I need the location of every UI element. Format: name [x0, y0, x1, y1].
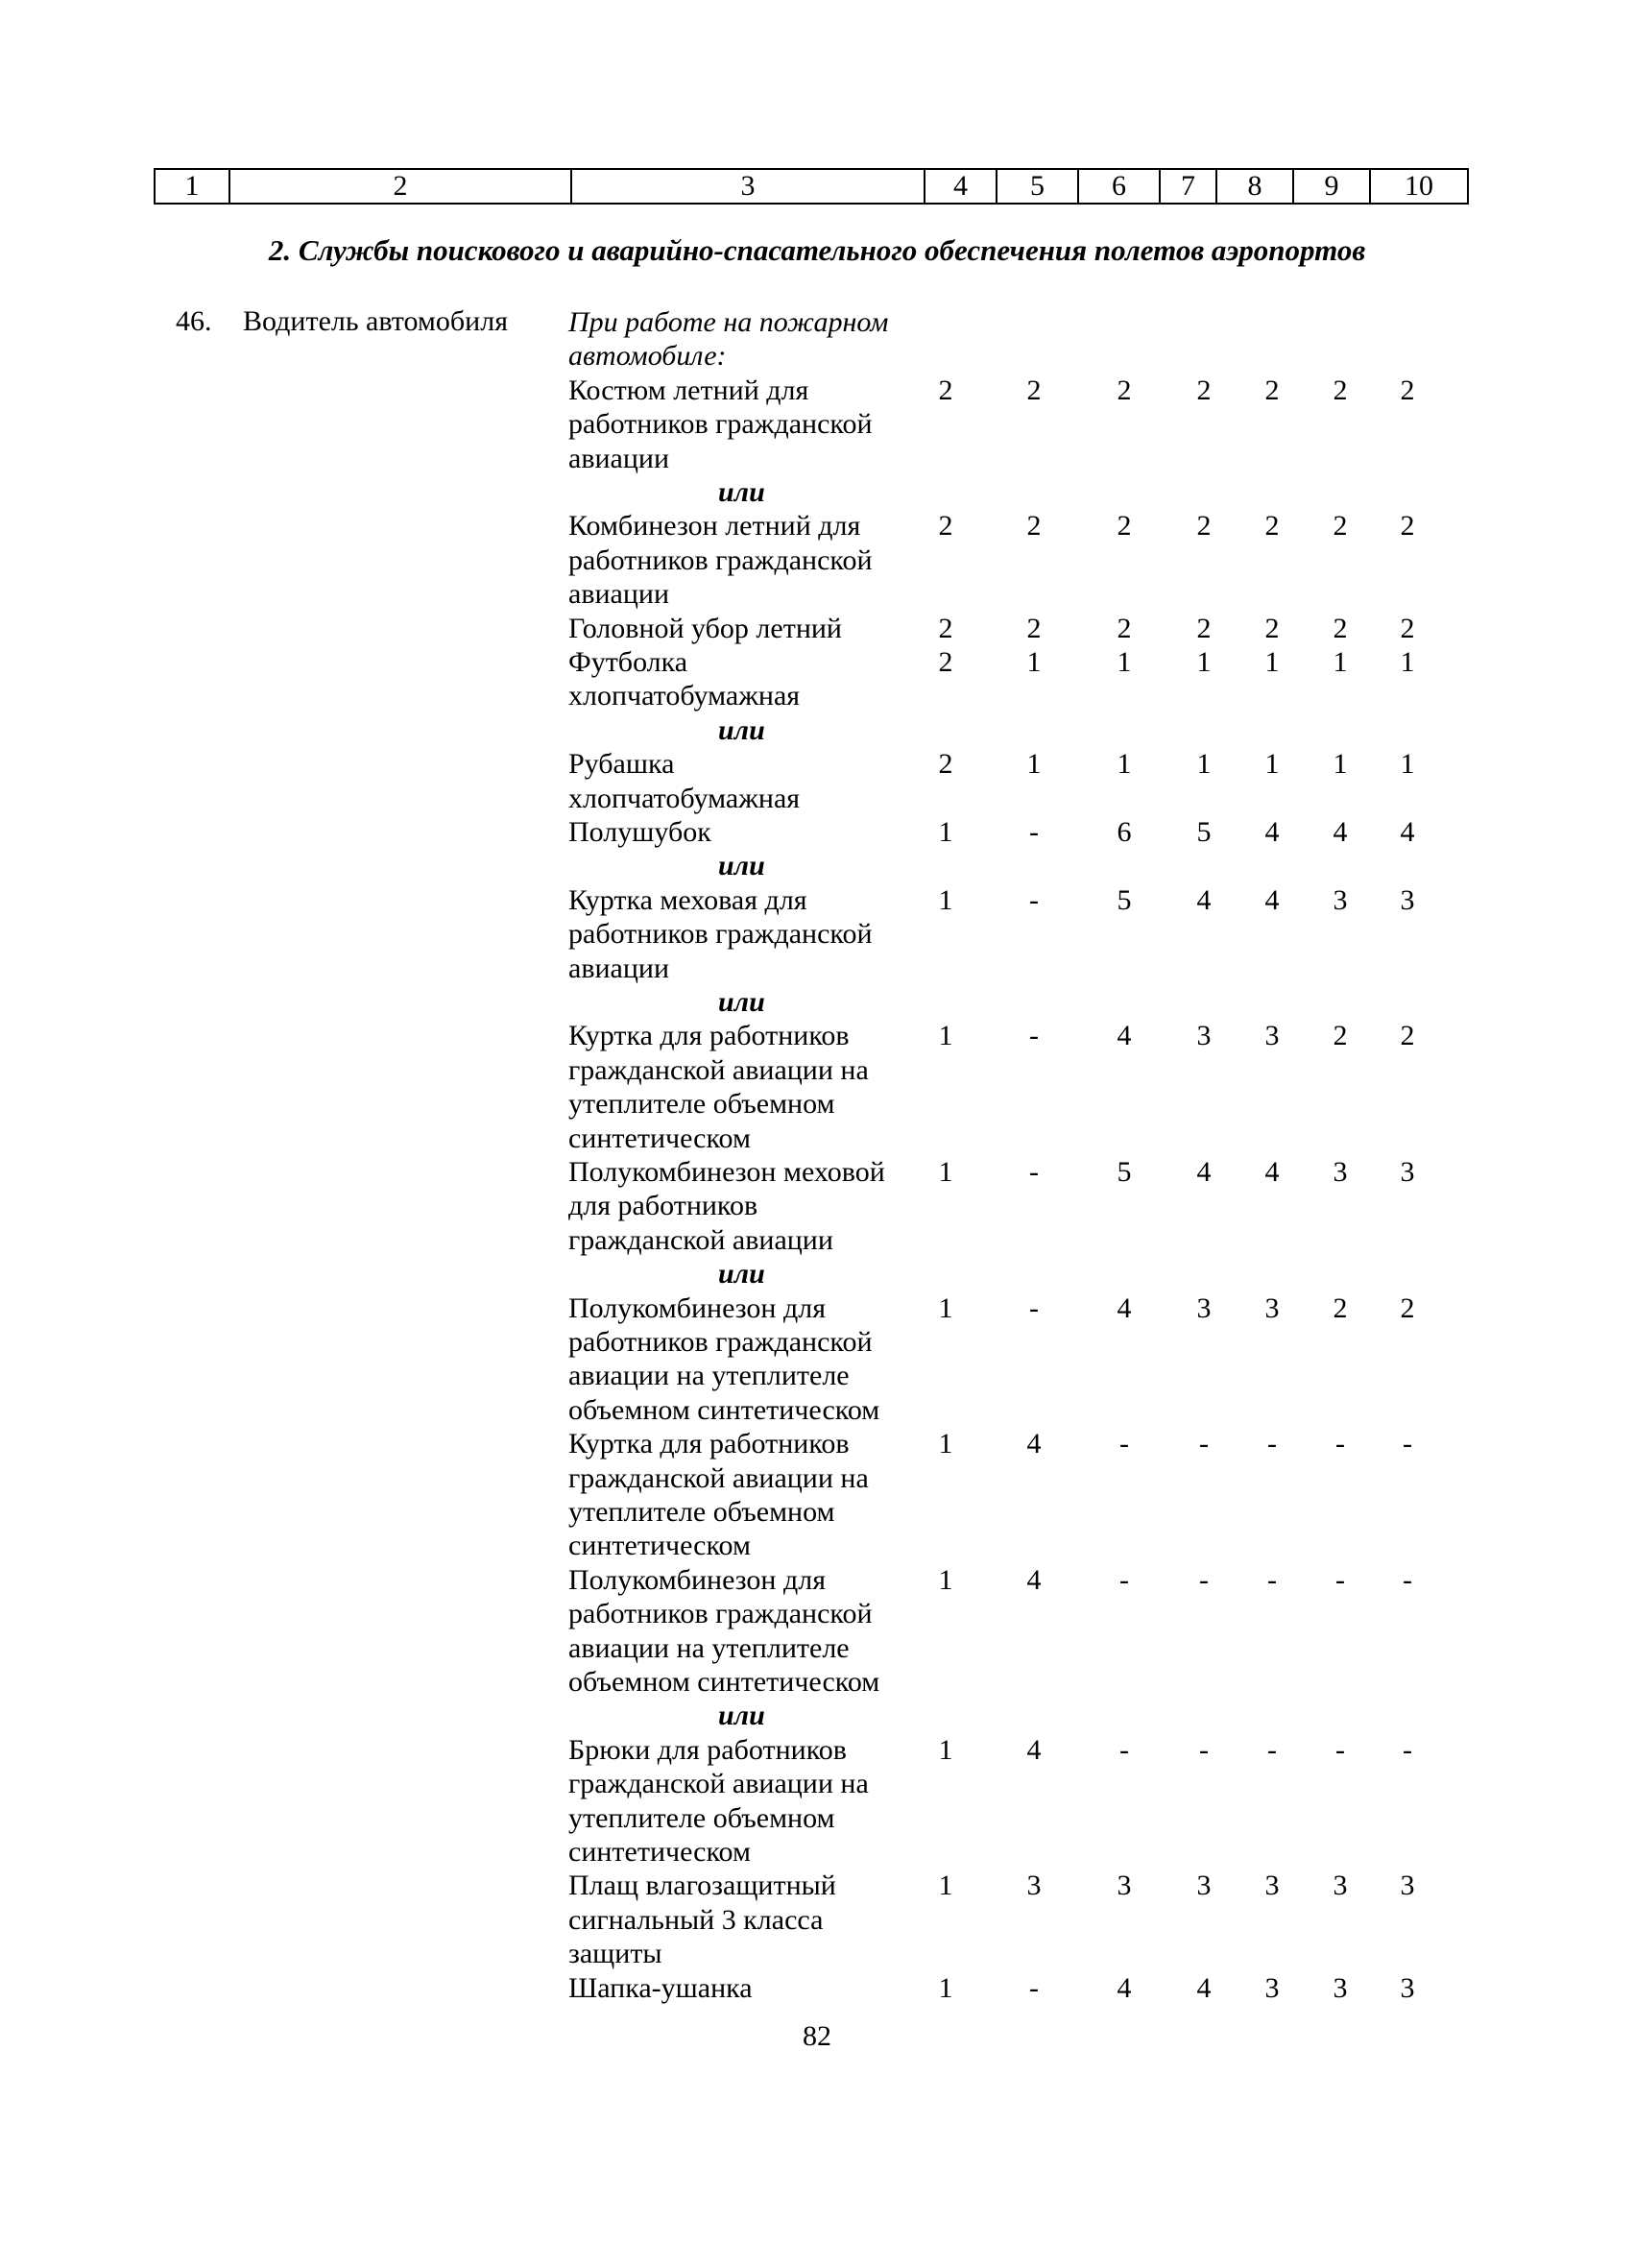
- item-value-col-7: 1: [1196, 646, 1212, 678]
- item-value-col-4: 1: [938, 1156, 953, 1188]
- item-value-col-6: 6: [1117, 816, 1132, 848]
- item-value-col-7: 3: [1196, 1020, 1212, 1051]
- item-name-line: утеплителе объемном: [568, 1496, 835, 1528]
- item-name-line: авиации на утеплителе: [568, 1360, 850, 1391]
- item-value-col-9: 1: [1333, 646, 1348, 678]
- item-name-line: Шапка-ушанка: [568, 1972, 753, 2004]
- item-value-col-9: 2: [1333, 374, 1348, 406]
- item-name-line: авиации на утеплителе: [568, 1632, 850, 1664]
- item-name-line: для работников: [568, 1190, 758, 1221]
- item-value-col-4: 1: [938, 1428, 953, 1460]
- item-value-col-4: 1: [938, 1020, 953, 1051]
- item-value-col-4: 2: [938, 646, 953, 678]
- item-value-col-7: 2: [1196, 613, 1212, 644]
- header-col-2: 2: [230, 170, 572, 203]
- header-col-6: 6: [1079, 170, 1161, 203]
- item-value-col-9: 2: [1333, 613, 1348, 644]
- or-separator: или: [718, 986, 765, 1018]
- item-value-col-7: 4: [1196, 1156, 1212, 1188]
- item-value-col-7: 1: [1196, 748, 1212, 780]
- item-value-col-5: 2: [1026, 613, 1042, 644]
- item-value-col-4: 1: [938, 1564, 953, 1596]
- item-value-col-6: 5: [1117, 884, 1132, 916]
- item-value-col-10: 2: [1400, 510, 1415, 542]
- item-value-col-4: 1: [938, 884, 953, 916]
- item-value-col-5: 1: [1026, 646, 1042, 678]
- or-separator: или: [718, 476, 765, 508]
- item-name-line: авиации: [568, 953, 670, 984]
- item-value-col-6: 4: [1117, 1972, 1132, 2004]
- item-value-col-9: 4: [1333, 816, 1348, 848]
- item-value-col-10: -: [1403, 1564, 1412, 1596]
- header-col-3: 3: [572, 170, 925, 203]
- item-value-col-7: 2: [1196, 510, 1212, 542]
- item-value-col-8: -: [1267, 1428, 1277, 1460]
- item-value-col-5: -: [1029, 816, 1039, 848]
- item-name-line: Куртка для работников: [568, 1020, 850, 1051]
- or-separator: или: [718, 714, 765, 746]
- item-value-col-5: 4: [1026, 1428, 1042, 1460]
- item-value-col-5: -: [1029, 884, 1039, 916]
- item-value-col-10: 2: [1400, 613, 1415, 644]
- item-name-line: Футболка: [568, 646, 688, 678]
- item-name-line: работников гражданской: [568, 918, 873, 950]
- item-name-line: Комбинезон летний для: [568, 510, 861, 542]
- item-value-col-8: 2: [1264, 613, 1280, 644]
- item-value-col-4: 1: [938, 816, 953, 848]
- item-value-col-7: -: [1199, 1428, 1209, 1460]
- item-name-line: авиации: [568, 443, 670, 474]
- item-value-col-6: 1: [1117, 646, 1132, 678]
- item-value-col-5: 1: [1026, 748, 1042, 780]
- item-name-line: Костюм летний для: [568, 374, 809, 406]
- item-value-col-5: -: [1029, 1156, 1039, 1188]
- item-value-col-9: -: [1335, 1428, 1345, 1460]
- item-value-col-10: 2: [1400, 1292, 1415, 1324]
- item-name-line: Полукомбинезон для: [568, 1564, 827, 1596]
- item-value-col-7: -: [1199, 1734, 1209, 1766]
- item-value-col-7: 4: [1196, 1972, 1212, 2004]
- item-value-col-6: 2: [1117, 613, 1132, 644]
- item-value-col-10: 4: [1400, 816, 1415, 848]
- item-value-col-9: 2: [1333, 1292, 1348, 1324]
- item-value-col-8: 4: [1264, 1156, 1280, 1188]
- item-value-col-5: 4: [1026, 1734, 1042, 1766]
- item-value-col-6: 1: [1117, 748, 1132, 780]
- item-value-col-9: 3: [1333, 884, 1348, 916]
- item-value-col-10: 3: [1400, 884, 1415, 916]
- item-value-col-5: 2: [1026, 510, 1042, 542]
- item-value-col-6: 4: [1117, 1292, 1132, 1324]
- item-value-col-8: 3: [1264, 1972, 1280, 2004]
- item-value-col-10: 3: [1400, 1156, 1415, 1188]
- item-name-line: работников гражданской: [568, 1326, 873, 1358]
- item-name-line: Полукомбинезон для: [568, 1292, 827, 1324]
- item-value-col-10: 3: [1400, 1870, 1415, 1901]
- item-value-col-10: 2: [1400, 374, 1415, 406]
- page-number: 82: [803, 2020, 831, 2052]
- item-name-line: утеплителе объемном: [568, 1088, 835, 1120]
- item-value-col-7: 4: [1196, 884, 1212, 916]
- item-name-line: гражданской авиации на: [568, 1054, 869, 1086]
- item-value-col-9: 3: [1333, 1156, 1348, 1188]
- item-value-col-8: -: [1267, 1564, 1277, 1596]
- item-name-line: Брюки для работников: [568, 1734, 847, 1766]
- item-value-col-6: -: [1119, 1734, 1129, 1766]
- item-name-line: синтетическом: [568, 1122, 751, 1154]
- item-value-col-8: 2: [1264, 374, 1280, 406]
- or-separator: или: [718, 1258, 765, 1290]
- item-name-line: утеплителе объемном: [568, 1802, 835, 1834]
- item-name-line: Головной убор летний: [568, 613, 842, 644]
- item-value-col-9: -: [1335, 1734, 1345, 1766]
- item-value-col-8: 4: [1264, 816, 1280, 848]
- item-name-line: объемном синтетическом: [568, 1666, 880, 1698]
- item-value-col-9: 2: [1333, 510, 1348, 542]
- item-name-line: синтетическом: [568, 1530, 751, 1561]
- or-separator: или: [718, 850, 765, 881]
- entry-profession: Водитель автомобиля: [243, 305, 508, 337]
- item-value-col-6: -: [1119, 1564, 1129, 1596]
- header-col-5: 5: [997, 170, 1079, 203]
- item-value-col-6: 5: [1117, 1156, 1132, 1188]
- item-name-line: работников гражданской: [568, 408, 873, 440]
- item-name-line: синтетическом: [568, 1836, 751, 1868]
- item-value-col-8: 1: [1264, 748, 1280, 780]
- item-value-col-8: 3: [1264, 1292, 1280, 1324]
- condition-line: При работе на пожарном: [568, 306, 889, 338]
- item-value-col-7: 3: [1196, 1870, 1212, 1901]
- item-value-col-5: 4: [1026, 1564, 1042, 1596]
- item-name-line: Рубашка: [568, 748, 675, 780]
- item-name-line: Плащ влагозащитный: [568, 1870, 836, 1901]
- item-value-col-10: 1: [1400, 646, 1415, 678]
- item-value-col-4: 1: [938, 1870, 953, 1901]
- item-value-col-6: 2: [1117, 374, 1132, 406]
- entry-number: 46.: [176, 305, 212, 337]
- item-name-line: гражданской авиации: [568, 1224, 833, 1256]
- item-value-col-8: 1: [1264, 646, 1280, 678]
- item-value-col-4: 2: [938, 510, 953, 542]
- item-value-col-5: -: [1029, 1972, 1039, 2004]
- item-name-line: Полукомбинезон меховой: [568, 1156, 885, 1188]
- item-value-col-6: 2: [1117, 510, 1132, 542]
- item-value-col-7: -: [1199, 1564, 1209, 1596]
- item-value-col-9: -: [1335, 1564, 1345, 1596]
- item-value-col-9: 3: [1333, 1972, 1348, 2004]
- item-value-col-8: 4: [1264, 884, 1280, 916]
- item-value-col-4: 2: [938, 613, 953, 644]
- item-value-col-9: 2: [1333, 1020, 1348, 1051]
- item-name-line: работников гражданской: [568, 1598, 873, 1629]
- item-name-line: авиации: [568, 578, 670, 610]
- item-name-line: защиты: [568, 1938, 662, 1969]
- item-name-line: Куртка меховая для: [568, 884, 807, 916]
- item-value-col-5: -: [1029, 1292, 1039, 1324]
- column-number-row: [154, 168, 1469, 205]
- item-value-col-9: 1: [1333, 748, 1348, 780]
- item-value-col-4: 1: [938, 1972, 953, 2004]
- item-value-col-6: 4: [1117, 1020, 1132, 1051]
- item-value-col-5: 3: [1026, 1870, 1042, 1901]
- item-value-col-4: 2: [938, 374, 953, 406]
- item-value-col-10: -: [1403, 1734, 1412, 1766]
- item-value-col-10: 1: [1400, 748, 1415, 780]
- item-value-col-8: -: [1267, 1734, 1277, 1766]
- or-separator: или: [718, 1700, 765, 1731]
- condition-line: автомобиле:: [568, 340, 727, 372]
- item-value-col-6: 3: [1117, 1870, 1132, 1901]
- item-value-col-8: 3: [1264, 1020, 1280, 1051]
- item-value-col-8: 2: [1264, 510, 1280, 542]
- item-name-line: Куртка для работников: [568, 1428, 850, 1460]
- header-col-8: 8: [1217, 170, 1294, 203]
- item-value-col-7: 2: [1196, 374, 1212, 406]
- item-value-col-5: 2: [1026, 374, 1042, 406]
- item-value-col-6: -: [1119, 1428, 1129, 1460]
- section-title: 2. Службы поискового и аварийно-спасательного обеспечения полетов аэропортов: [268, 233, 1366, 267]
- item-value-col-5: -: [1029, 1020, 1039, 1051]
- item-value-col-8: 3: [1264, 1870, 1280, 1901]
- header-col-9: 9: [1294, 170, 1371, 203]
- item-value-col-4: 1: [938, 1734, 953, 1766]
- header-col-4: 4: [925, 170, 997, 203]
- item-value-col-4: 1: [938, 1292, 953, 1324]
- item-name-line: гражданской авиации на: [568, 1768, 869, 1799]
- item-name-line: гражданской авиации на: [568, 1462, 869, 1494]
- item-name-line: работников гражданской: [568, 544, 873, 576]
- item-value-col-10: 2: [1400, 1020, 1415, 1051]
- header-col-7: 7: [1161, 170, 1217, 203]
- item-name-line: сигнальный 3 класса: [568, 1904, 824, 1936]
- item-value-col-7: 3: [1196, 1292, 1212, 1324]
- header-col-10: 10: [1405, 170, 1433, 202]
- item-name-line: объемном синтетическом: [568, 1394, 880, 1426]
- item-name-line: хлопчатобумажная: [568, 680, 801, 712]
- item-value-col-4: 2: [938, 748, 953, 780]
- item-value-col-10: 3: [1400, 1972, 1415, 2004]
- item-value-col-7: 5: [1196, 816, 1212, 848]
- item-name-line: Полушубок: [568, 816, 711, 848]
- header-col-1: 1: [156, 170, 230, 203]
- item-value-col-10: -: [1403, 1428, 1412, 1460]
- item-value-col-9: 3: [1333, 1870, 1348, 1901]
- item-name-line: хлопчатобумажная: [568, 783, 801, 814]
